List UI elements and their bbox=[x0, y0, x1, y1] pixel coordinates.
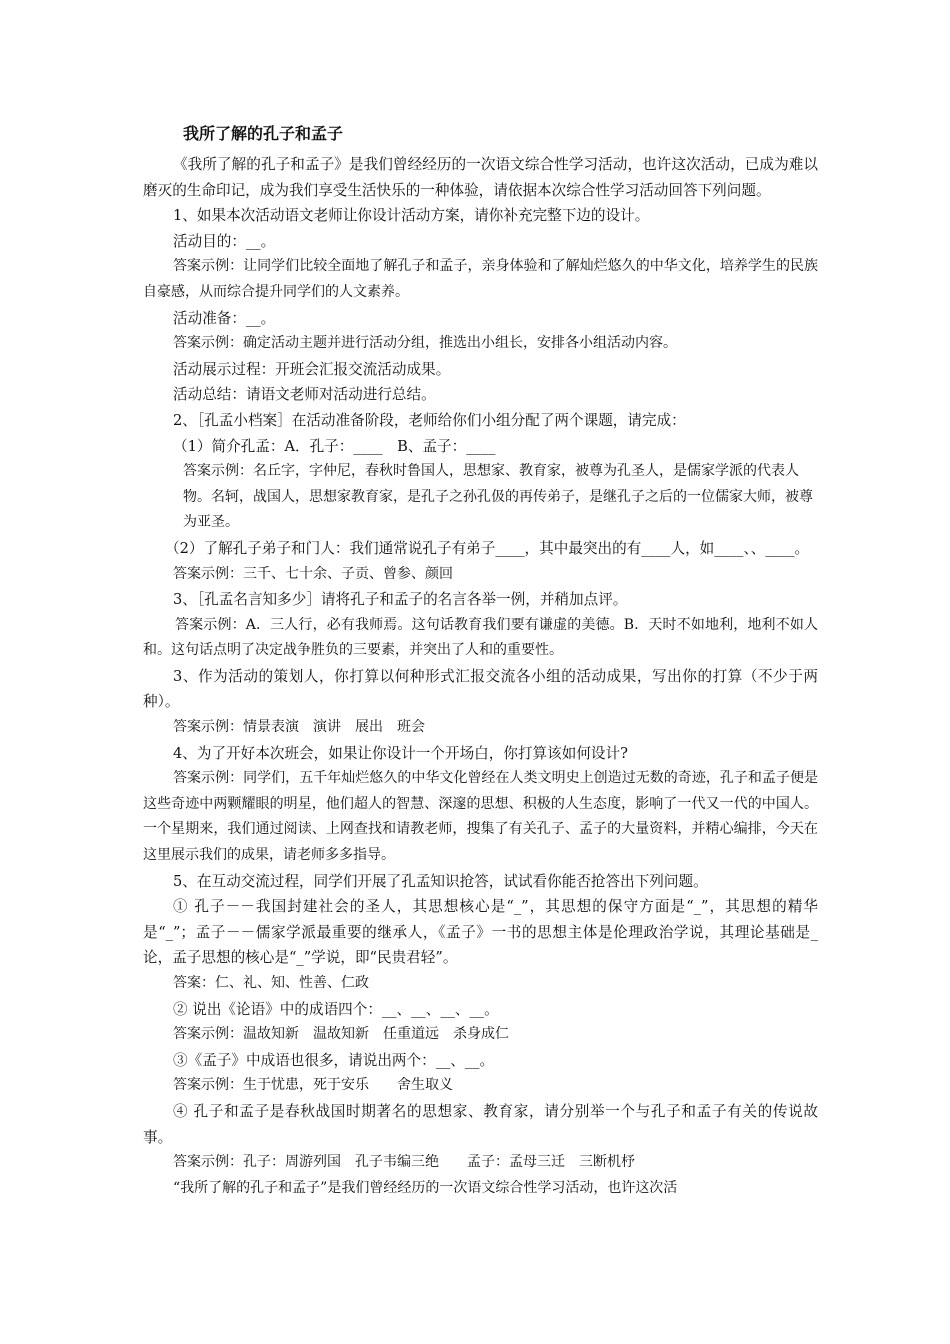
answer-quiz-3: 答案示例：生于忧患，死于安乐 舍生取义 bbox=[173, 1077, 453, 1094]
question-1: 1、如果本次活动语文老师让你设计活动方案，请你补充完整下边的设计。 bbox=[173, 207, 650, 225]
answer-goal: 答案示例：让同学们比较全面地了解孔子和孟子，亲身体验和了解灿烂悠久的中华文化，培养学生的民族自豪感，从而综合提升同学们的人文素养。 bbox=[143, 258, 818, 300]
page-title: 我所了解的孔子和孟子 bbox=[183, 124, 344, 143]
activity-show: 活动展示过程：开班会汇报交流活动成果。 bbox=[173, 360, 451, 378]
answer-4: 答案示例：同学们，五千年灿烂悠久的中华文化曾经在人类文明史上创造过无数的奇迹，孔子和孟子便是这些奇迹中两颗耀眼的明星，他们超人的智慧、深邃的思想、积极的人生态度，影响了一代又一代的中国人。一个星期来，我们通过阅读、上网查找和请教老师，搜集了有关孔子、孟子的大量资料，并精心编排，今天在这里展示我们的成果，请老师多多指导。 bbox=[143, 770, 818, 864]
activity-goal: 活动目的：__。 bbox=[173, 232, 276, 250]
question-2: 2、［孔孟小档案］在活动准备阶段，老师给你们小组分配了两个课题，请完成： bbox=[173, 411, 686, 429]
closing-paragraph: “我所了解的孔子和孟子”是我们曾经经历的一次语文综合性学习活动，也许这次活 bbox=[173, 1179, 678, 1196]
answer-2-2: 答案示例：三千、七十余、子贡、曾参、颜回 bbox=[173, 565, 453, 582]
activity-prep: 活动准备：__。 bbox=[173, 309, 276, 327]
answer-2-1: 答案示例：名丘字，字仲尼，春秋时鲁国人，思想家、教育家，被尊为孔圣人，是儒家学派的代表人物。名轲，战国人，思想家教育家，是孔子之孙孔伋的再传弟子，是继孔子之后的一位儒家大师，被尊为亚圣。 bbox=[183, 463, 813, 531]
question-4: 4、为了开好本次班会，如果让你设计一个开场白，你打算该如何设计? bbox=[173, 744, 628, 762]
question-3: 3、［孔孟名言知多少］请将孔子和孟子的名言各举一例，并稍加点评。 bbox=[173, 591, 628, 609]
quiz-item-3: ③《孟子》中成语也很多，请说出两个：__、__。 bbox=[173, 1051, 495, 1069]
intro-paragraph: 《我所了解的孔子和孟子》是我们曾经经历的一次语文综合性学习活动，也许这次活动，已成为难以磨灭的生命印记，成为我们享受生活快乐的一种体验，请依据本次综合性学习活动回答下列问题。 bbox=[143, 156, 818, 199]
quiz-item-4: ④ 孔子和孟子是春秋战国时期著名的思想家、教育家，请分别举一个与孔子和孟子有关的传说故事。 bbox=[143, 1102, 818, 1146]
answer-3: 答案示例：A．三人行，必有我师焉。这句话教育我们要有谦虚的美德。B．天时不如地利，地利不如人和。这句话点明了决定战争胜负的三要素，并突出了人和的重要性。 bbox=[143, 616, 818, 659]
answer-quiz-1: 答案：仁、礼、知、性善、仁政 bbox=[173, 975, 369, 991]
answer-3b: 答案示例：情景表演 演讲 展出 班会 bbox=[173, 719, 425, 736]
document-page bbox=[143, 122, 818, 1201]
answer-quiz-2: 答案示例：温故知新 温故知新 任重道远 杀身成仁 bbox=[173, 1026, 509, 1043]
activity-summary: 活动总结：请语文老师对活动进行总结。 bbox=[173, 386, 436, 404]
question-3b: 3、作为活动的策划人，你打算以何种形式汇报交流各小组的活动成果，写出你的打算（不少于两种）。 bbox=[143, 667, 818, 711]
quiz-item-1: ① 孔子－－我国封建社会的圣人，其思想核心是“_”，其思想的保守方面是“_”，其思想的精华是“_”；孟子－－儒家学派最重要的继承人，《孟子》一书的思想主体是伦理政治学说，其理论基础是_论，孟子思想的核心是“_”学说，即“民贵君轻”。 bbox=[143, 898, 818, 967]
quiz-item-2: ② 说出《论语》中的成语四个：__、__、__、__。 bbox=[173, 1000, 499, 1018]
question-2-1: （1）简介孔孟：A．孔子：____ B、孟子：____ bbox=[173, 437, 496, 455]
answer-prep: 答案示例：确定活动主题并进行活动分组，推选出小组长，安排各小组活动内容。 bbox=[173, 335, 677, 352]
question-2-2: （2）了解孔子弟子和门人：我们通常说孔子有弟子____，其中最突出的有____人，如____、、____。 bbox=[165, 539, 810, 557]
question-5: 5、在互动交流过程，同学们开展了孔孟知识抢答，试试看你能否抢答出下列问题。 bbox=[173, 872, 708, 890]
answer-quiz-4: 答案示例：孔子：周游列国 孔子韦编三绝 孟子：孟母三迁 三断机杼 bbox=[173, 1154, 635, 1171]
